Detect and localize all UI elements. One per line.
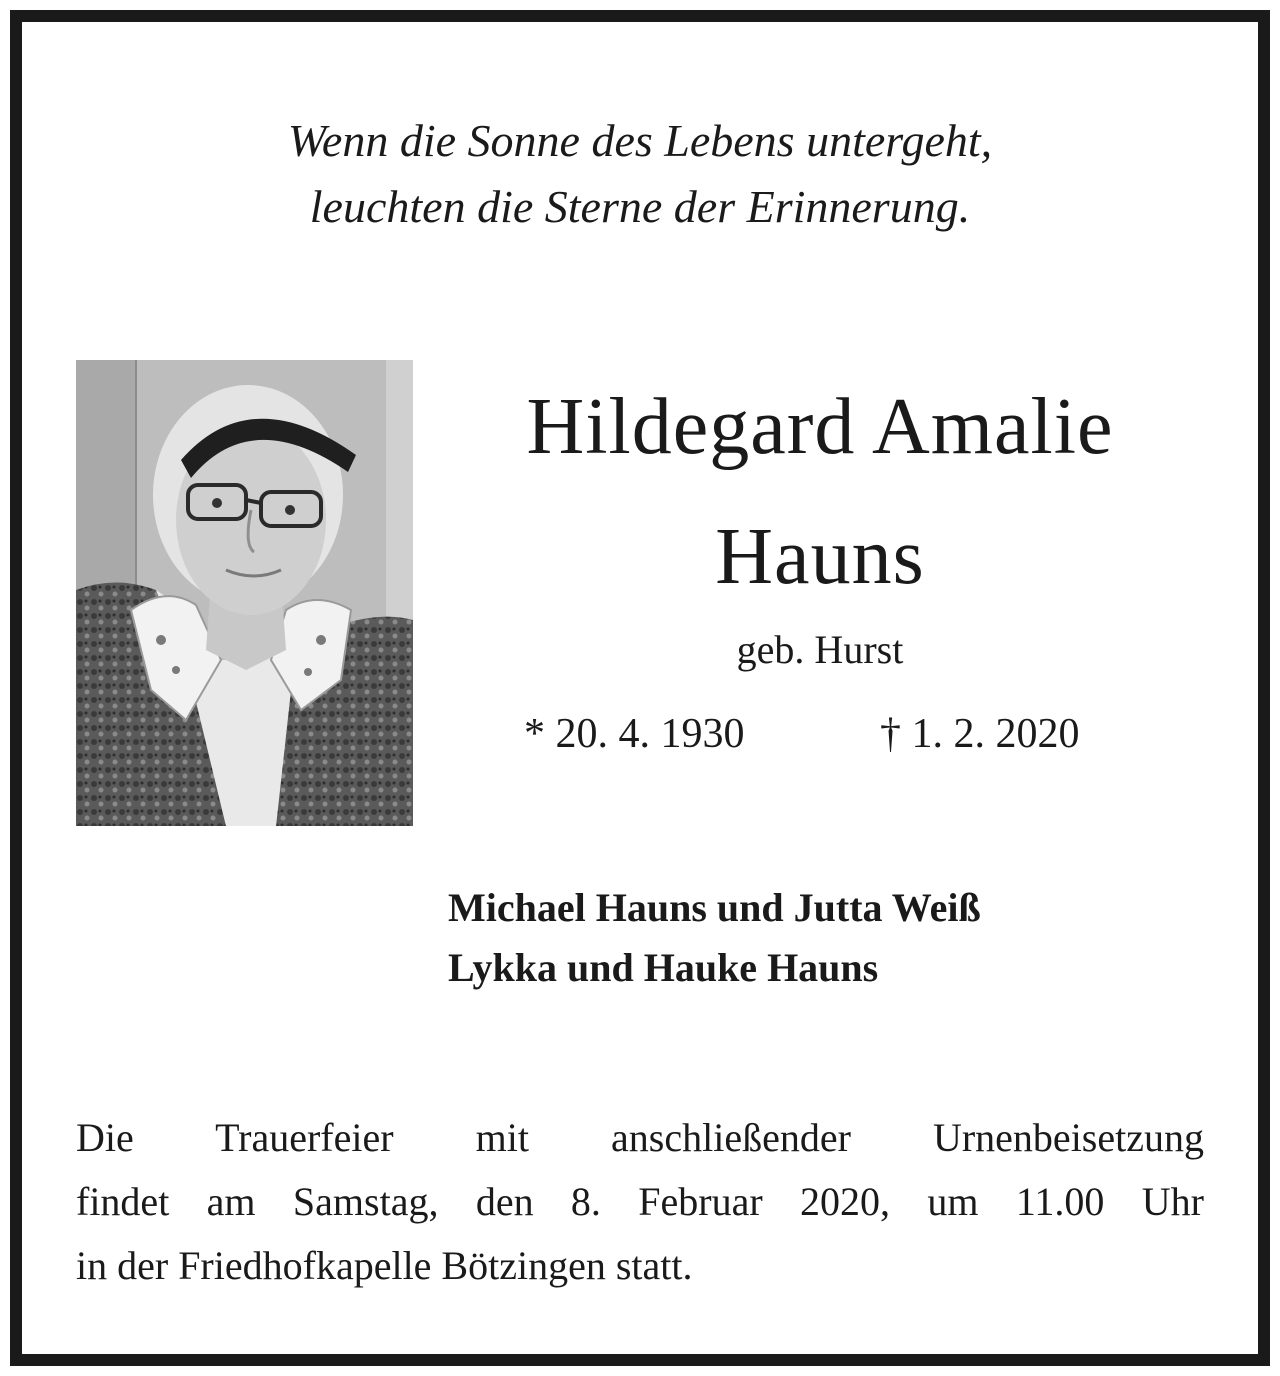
deceased-name-line-1: Hildegard Amalie <box>526 383 1114 471</box>
maiden-name: geb. Hurst <box>736 627 904 672</box>
mourners-line-2: Lykka und Hauke Hauns <box>448 945 879 990</box>
death-date: † 1. 2. 2020 <box>880 711 1080 757</box>
motto-line-2: leuchten die Sterne der Erinnerung. <box>309 181 971 232</box>
memorial-motto <box>0 108 1280 240</box>
portrait-illustration <box>76 360 413 826</box>
deceased-name-line-2: Hauns <box>715 513 925 601</box>
deceased-name <box>440 362 1200 622</box>
funeral-notice <box>76 1106 1204 1298</box>
birth-date: * 20. 4. 1930 <box>524 711 745 757</box>
portrait-photo <box>76 360 413 826</box>
funeral-notice-line-3: in der Friedhofkapelle Bötzingen statt. <box>76 1243 693 1288</box>
mourners-line-1: Michael Hauns und Jutta Weiß <box>448 885 981 930</box>
motto-line-1: Wenn die Sonne des Lebens untergeht, <box>287 115 993 166</box>
funeral-notice-line-2: findet am Samstag, den 8. Februar 2020, um 11.00 Uhr <box>76 1179 1204 1224</box>
funeral-notice-line-1: Die Trauerfeier mit anschließender Urnenbeisetzung <box>76 1115 1204 1160</box>
mourners-list <box>448 878 981 998</box>
